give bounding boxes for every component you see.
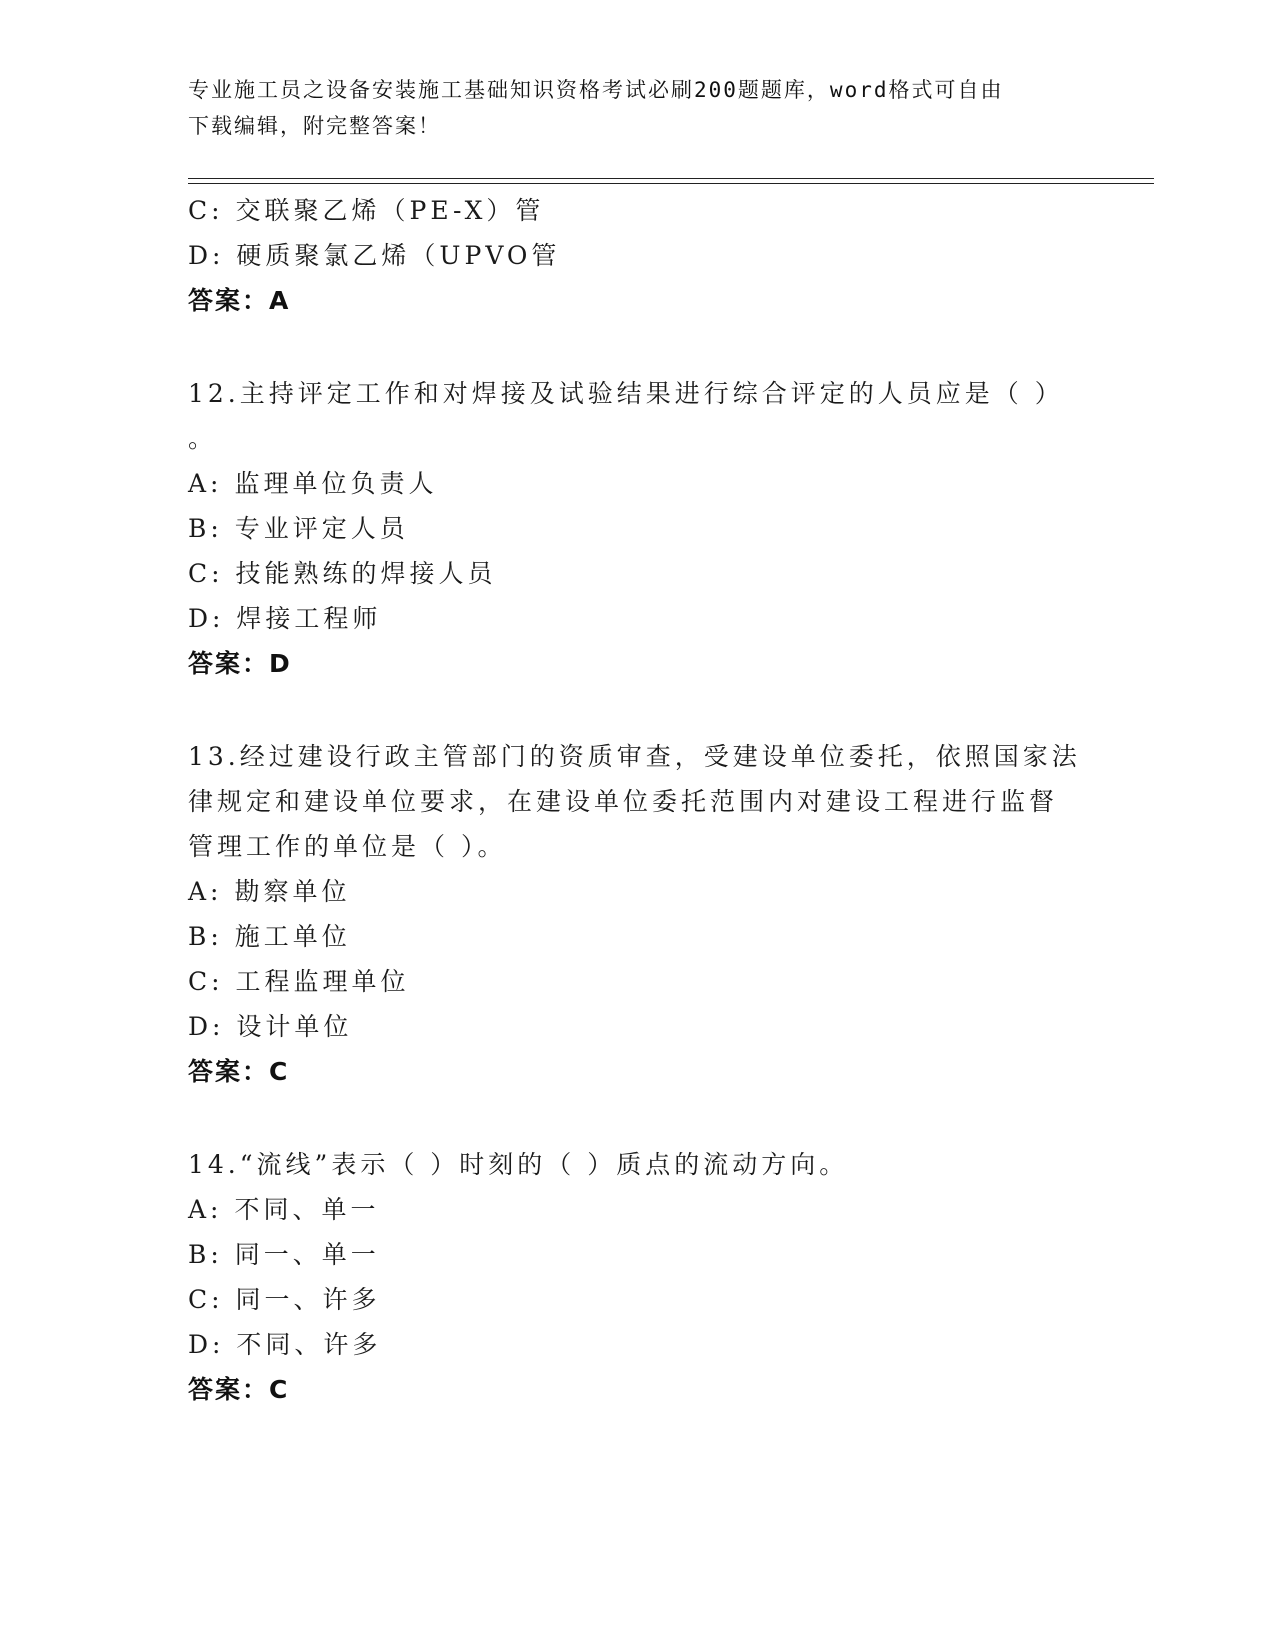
option-text: 勘察单位 (234, 877, 351, 906)
option-label: D: (188, 1012, 225, 1041)
option-c (188, 188, 1088, 233)
header-rule-top (188, 178, 1154, 179)
question-11-continuation (188, 188, 1088, 323)
question-14 (188, 1142, 1088, 1412)
option-label: D: (188, 604, 225, 633)
option-text: 设计单位 (236, 1012, 353, 1041)
option-label: B: (188, 514, 223, 543)
answer-line: 答案：D (188, 649, 292, 678)
option-label: C: (188, 196, 224, 225)
question-text-line: 管理工作的单位是（ ）。 (188, 832, 507, 861)
option-label: A: (188, 469, 223, 498)
question-text-line: 。 (188, 424, 218, 453)
option-text: 不同、许多 (236, 1330, 382, 1359)
option-c (188, 1277, 1088, 1322)
option-a (188, 869, 1088, 914)
header-rule-bottom (188, 183, 1154, 184)
option-label: D: (188, 1330, 225, 1359)
spacer (188, 1094, 1088, 1142)
spacer (188, 686, 1088, 734)
option-text: 技能熟练的焊接人员 (235, 559, 497, 588)
option-label: C: (188, 559, 224, 588)
header-title-line-1: 专业施工员之设备安装施工基础知识资格考试必刷200题题库，word格式可自由 (188, 78, 1004, 102)
option-text: 同一、单一 (234, 1240, 380, 1269)
option-text: 焊接工程师 (236, 604, 382, 633)
option-b (188, 1232, 1088, 1277)
spacer (188, 323, 1088, 371)
option-label: A: (188, 877, 223, 906)
option-label: B: (188, 1240, 223, 1269)
option-a (188, 461, 1088, 506)
option-text: 施工单位 (234, 922, 351, 951)
option-text: 不同、单一 (234, 1195, 380, 1224)
question-text-line: 12.主持评定工作和对焊接及试验结果进行综合评定的人员应是（ ） (188, 379, 1064, 408)
option-b (188, 506, 1088, 551)
question-13 (188, 734, 1088, 1094)
option-text: 硬质聚氯乙烯（UPVO管 (236, 241, 561, 270)
option-d (188, 1004, 1088, 1049)
question-text-line: 13.经过建设行政主管部门的资质审查，受建设单位委托，依照国家法 (188, 742, 1081, 771)
option-label: B: (188, 922, 223, 951)
option-d (188, 1322, 1088, 1367)
answer-line: 答案：C (188, 1057, 290, 1086)
document-header (188, 72, 1088, 144)
answer-line: 答案：A (188, 286, 291, 315)
option-d (188, 596, 1088, 641)
option-label: A: (188, 1195, 223, 1224)
option-c (188, 959, 1088, 1004)
option-text: 监理单位负责人 (234, 469, 438, 498)
option-c (188, 551, 1088, 596)
question-content (188, 188, 1088, 1412)
option-label: D: (188, 241, 225, 270)
option-text: 专业评定人员 (234, 514, 409, 543)
option-text: 工程监理单位 (235, 967, 410, 996)
question-text-line: 律规定和建设单位要求，在建设单位委托范围内对建设工程进行监督 (188, 787, 1059, 816)
answer-line: 答案：C (188, 1375, 290, 1404)
option-b (188, 914, 1088, 959)
option-a (188, 1187, 1088, 1232)
option-text: 同一、许多 (235, 1285, 381, 1314)
option-label: C: (188, 1285, 224, 1314)
header-title-line-2: 下载编辑，附完整答案！ (188, 114, 441, 138)
option-label: C: (188, 967, 224, 996)
question-text-line: 14.“流线”表示（ ）时刻的（ ）质点的流动方向。 (188, 1150, 849, 1179)
option-d (188, 233, 1088, 278)
question-12 (188, 371, 1088, 686)
option-text: 交联聚乙烯（PE-X）管 (235, 196, 545, 225)
